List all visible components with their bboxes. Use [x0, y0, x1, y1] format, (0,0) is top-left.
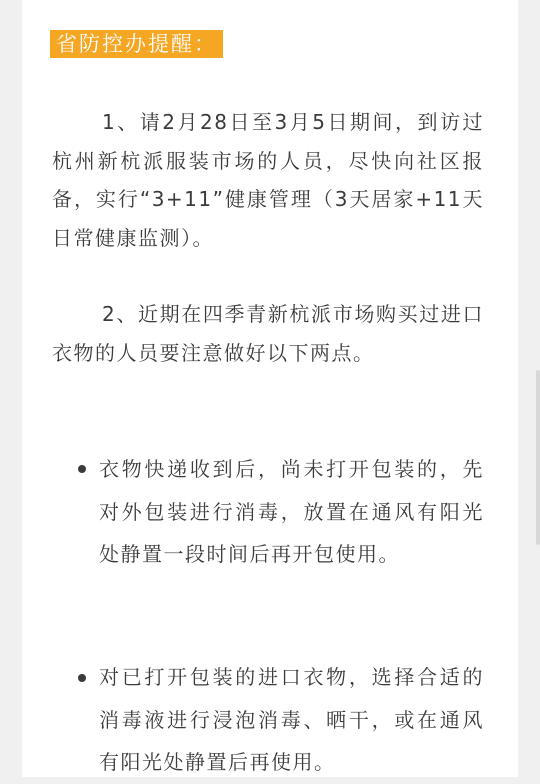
notice-label: 省防控办提醒： [50, 30, 223, 58]
paragraph-1 [52, 103, 484, 258]
bullet-dot-2 [78, 674, 86, 682]
bullet-item-2: 对已打开包装的进口衣物，选择合适的消毒液进行浸泡消毒、晒干，或在通风有阳光处静置后再使用。 [99, 665, 484, 775]
paragraph-2 [52, 295, 484, 372]
paragraph-1-text: 1、请2月28日至3月5日期间，到访过杭州新杭派服装市场的人员，尽快向社区报备，实行“3+11”健康管理（3天居家+11天日常健康监测）。 [52, 110, 484, 251]
bullet-item-1: 衣物快递收到后，尚未打开包装的，先对外包装进行消毒，放置在通风有阳光处静置一段时间后再开包使用。 [99, 457, 484, 567]
paragraph-2-text: 2、近期在四季青新杭派市场购买过进口衣物的人员要注意做好以下两点。 [52, 302, 484, 365]
bullet-dot-1 [78, 465, 86, 473]
scrollbar[interactable] [536, 370, 540, 545]
